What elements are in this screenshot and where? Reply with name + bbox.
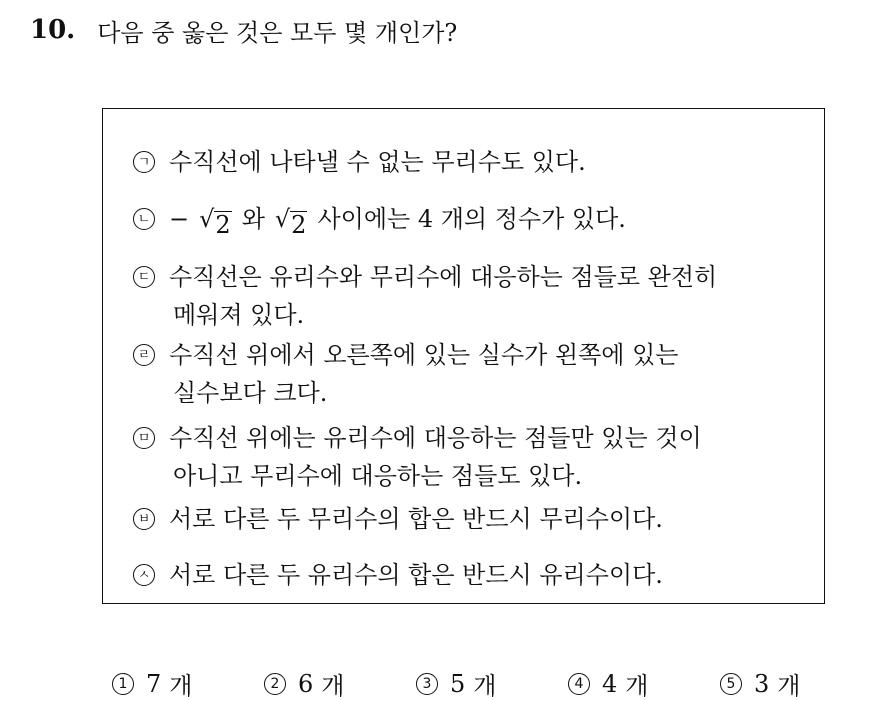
statement-text: 서로 다른 두 무리수의 합은 반드시 무리수이다. xyxy=(169,505,663,533)
statement-text: 사이에는 4 개의 정수가 있다. xyxy=(317,205,626,233)
choice-value: 3 xyxy=(754,669,770,698)
choice-unit: 개 xyxy=(321,672,345,700)
sqrt-arg: 2 xyxy=(215,211,231,239)
sqrt-2-b: √ 2 xyxy=(274,205,307,239)
statement-marker: ㅂ xyxy=(133,508,155,530)
choice-value: 7 xyxy=(146,669,162,698)
statement-3 xyxy=(133,258,803,334)
statement-marker: ㄱ xyxy=(133,151,155,173)
statement-4 xyxy=(133,336,803,412)
question-text: 다음 중 옳은 것은 모두 몇 개인가? xyxy=(97,18,458,47)
minus-sign: − xyxy=(169,205,190,233)
choice-number: 1 xyxy=(112,673,134,695)
statement-7 xyxy=(133,556,803,594)
choice-unit: 개 xyxy=(169,672,193,700)
statement-6 xyxy=(133,500,803,538)
choice-3[interactable] xyxy=(416,666,568,701)
statement-marker: ㅁ xyxy=(133,427,155,449)
choice-number: 5 xyxy=(720,673,742,695)
statement-text: 수직선 위에서 오른쪽에 있는 실수가 왼쪽에 있는 xyxy=(169,341,679,369)
statement-marker: ㄴ xyxy=(133,208,155,230)
choice-4[interactable] xyxy=(568,666,720,701)
question-number: 10. xyxy=(30,15,76,45)
statement-5 xyxy=(133,419,803,495)
choice-value: 5 xyxy=(450,669,466,698)
statement-text-cont: 실수보다 크다. xyxy=(173,379,328,407)
choice-unit: 개 xyxy=(777,672,801,700)
statement-text: 수직선 위에는 유리수에 대응하는 점들만 있는 것이 xyxy=(169,424,702,452)
statement-marker: ㅅ xyxy=(133,564,155,586)
question-header xyxy=(30,10,457,50)
choice-number: 4 xyxy=(568,673,590,695)
statement-marker: ㄹ xyxy=(133,344,155,366)
choice-number: 2 xyxy=(264,673,286,695)
sqrt-arg: 2 xyxy=(291,211,307,239)
choice-5[interactable] xyxy=(720,666,800,701)
sqrt-2-a: √ 2 xyxy=(199,205,231,239)
statement-text-cont: 아니고 무리수에 대응하는 점들도 있다. xyxy=(173,462,583,490)
statement-text-cont: 메워져 있다. xyxy=(173,301,305,329)
choice-1[interactable] xyxy=(112,666,264,701)
choice-value: 6 xyxy=(298,669,314,698)
statement-text: 서로 다른 두 유리수의 합은 반드시 유리수이다. xyxy=(169,561,663,589)
choice-number: 3 xyxy=(416,673,438,695)
statement-connector: 와 xyxy=(241,205,265,233)
choice-unit: 개 xyxy=(625,672,649,700)
choice-unit: 개 xyxy=(473,672,497,700)
statement-box xyxy=(102,108,825,604)
choice-2[interactable] xyxy=(264,666,416,701)
statement-2 xyxy=(133,200,803,238)
statement-marker: ㄷ xyxy=(133,266,155,288)
statement-text: 수직선에 나타낼 수 없는 무리수도 있다. xyxy=(169,148,586,176)
choice-value: 4 xyxy=(602,669,618,698)
answer-choices xyxy=(112,666,800,701)
statement-1 xyxy=(133,143,803,181)
statement-text: 수직선은 유리수와 무리수에 대응하는 점들로 완전히 xyxy=(169,263,718,291)
